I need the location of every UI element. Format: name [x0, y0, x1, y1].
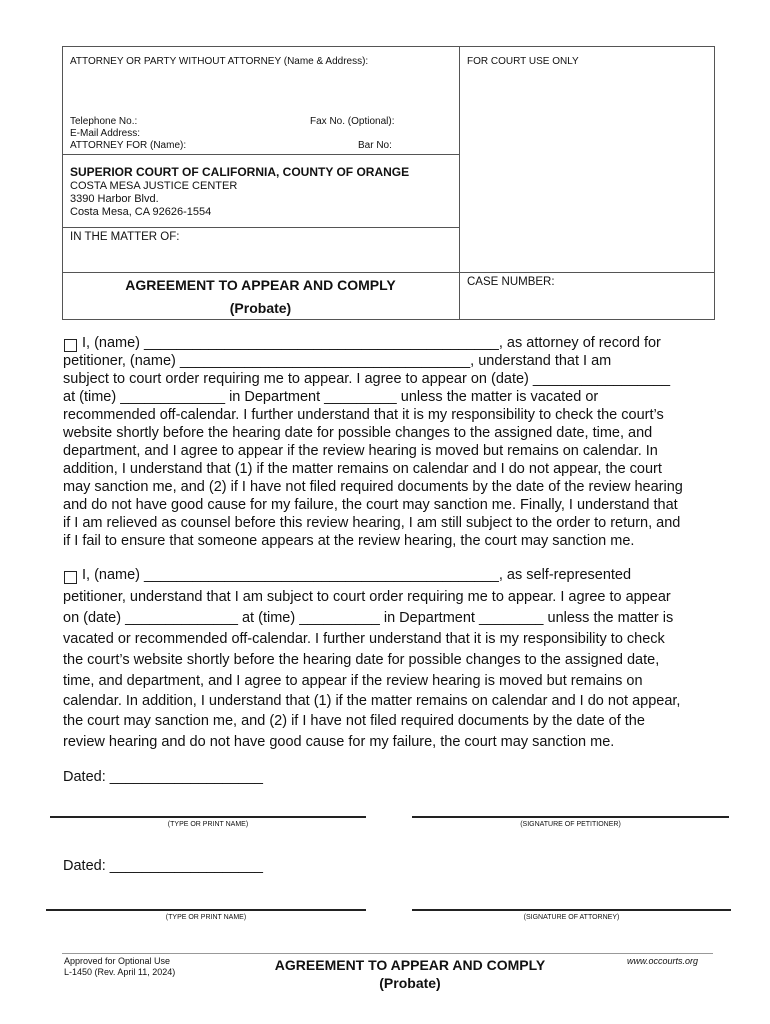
- self-represented-checkbox[interactable]: [64, 569, 81, 587]
- print-name-line-2[interactable]: [46, 909, 366, 911]
- section-attorney-line: subject to court order requiring me to appear. I agree to appear on (date) _________________: [63, 371, 671, 387]
- section-attorney-line: I, (name) ____________________________________________, as attorney of record for: [82, 335, 661, 351]
- print-name-line-1[interactable]: [50, 816, 366, 818]
- footer-title: AGREEMENT TO APPEAR AND COMPLY: [274, 957, 546, 973]
- court-box-bottom: [62, 227, 459, 228]
- dated-field-1[interactable]: Dated: ___________________: [63, 769, 263, 785]
- section-self-line: petitioner, understand that I am subject to court order requiring me to appear. I agree to appear: [63, 589, 671, 605]
- approved-label: Approved for Optional Use: [64, 956, 171, 966]
- court-address-line-1: COSTA MESA JUSTICE CENTER: [70, 180, 238, 192]
- bar-label: Bar No:: [358, 140, 392, 151]
- section-self-line: calendar. In addition, I understand that (1) if the matter remains on calendar and I do not appear,: [63, 693, 681, 709]
- attorney-signature-line[interactable]: [412, 909, 731, 911]
- form-subtitle: (Probate): [229, 300, 292, 316]
- type-name-caption-1: (TYPE OR PRINT NAME): [167, 821, 249, 828]
- court-name: SUPERIOR COURT OF CALIFORNIA, COUNTY OF ORANGE: [70, 165, 410, 179]
- section-attorney-line: if I fail to ensure that someone appears at the review hearing, the court may sanction me.: [63, 533, 635, 549]
- section-self-line: review hearing and do not have good cause for my failure, the court may sanction me.: [63, 734, 615, 750]
- footer-subtitle: (Probate): [379, 975, 441, 991]
- section-attorney-line: if I am relieved as counsel before this review hearing, I am still subject to the order to return, and: [63, 515, 681, 531]
- attorney-label: ATTORNEY OR PARTY WITHOUT ATTORNEY (Name & Address):: [70, 56, 369, 67]
- attorney-signature-caption: (SIGNATURE OF ATTORNEY): [523, 914, 620, 921]
- website-link[interactable]: www.occourts.org: [627, 956, 699, 966]
- section-self-line: vacated or recommended off-calendar. I further understand that it is my responsibility to check: [63, 631, 665, 647]
- petitioner-signature-caption: (SIGNATURE OF PETITIONER): [520, 821, 621, 828]
- section-attorney-line: website shortly before the hearing date for possible changes to the assigned date, time, and: [63, 425, 653, 441]
- section-attorney-line: addition, I understand that (1) if the matter remains on calendar and I do not appear, the court: [63, 461, 662, 477]
- section-attorney-line: department, and I agree to appear if the review hearing is moved but remains on calendar. In: [63, 443, 658, 459]
- section-self-line: the court may sanction me, and (2) if I have not filed required documents by the date of the: [63, 713, 645, 729]
- email-label: E-Mail Address:: [70, 128, 141, 139]
- section-attorney-line: and do not have good cause for my failure, the court may sanction me. Finally, I understand that: [63, 497, 678, 513]
- attorney-box-bottom: [62, 154, 459, 155]
- telephone-label: Telephone No.:: [70, 116, 138, 127]
- section-attorney-line: petitioner, (name) ____________________________________, understand that I am: [63, 353, 612, 369]
- section-self-line: on (date) ______________ at (time) __________ in Department ________ unless the matter is: [63, 610, 674, 626]
- court-address-line-3: Costa Mesa, CA 92626-1554: [70, 206, 212, 218]
- section-self-line: the court’s website shortly before the hearing date for possible changes to the assigned date,: [63, 652, 660, 668]
- court-use-label: FOR COURT USE ONLY: [467, 56, 579, 67]
- section-self-line: time, and department, and I agree to appear if the review hearing is moved but remains on: [63, 673, 643, 689]
- form-number: L-1450 (Rev. April 11, 2024): [64, 967, 176, 977]
- case-number-label: CASE NUMBER:: [467, 276, 555, 288]
- dated-field-2[interactable]: Dated: ___________________: [63, 858, 263, 874]
- matter-label: IN THE MATTER OF:: [70, 231, 180, 243]
- section-self-line: I, (name) ____________________________________________, as self-represented: [82, 567, 632, 583]
- section-attorney-line: may sanction me, and (2) if I have not filed required documents by the date of the review hearing: [63, 479, 683, 495]
- attorney-for-label: ATTORNEY FOR (Name):: [70, 140, 187, 151]
- form-title: AGREEMENT TO APPEAR AND COMPLY: [125, 277, 396, 293]
- petitioner-signature-line[interactable]: [412, 816, 729, 818]
- type-name-caption-2: (TYPE OR PRINT NAME): [165, 914, 247, 921]
- section-attorney-line: at (time) _____________ in Department _________ unless the matter is vacated or: [63, 389, 599, 405]
- section-attorney-line: recommended off-calendar. I further understand that it is my responsibility to check the court’s: [63, 407, 664, 423]
- court-address-line-2: 3390 Harbor Blvd.: [70, 193, 159, 205]
- title-row-top: [62, 272, 715, 273]
- caption-divider: [459, 46, 460, 320]
- footer-rule: [62, 953, 713, 954]
- fax-label: Fax No. (Optional):: [310, 116, 395, 127]
